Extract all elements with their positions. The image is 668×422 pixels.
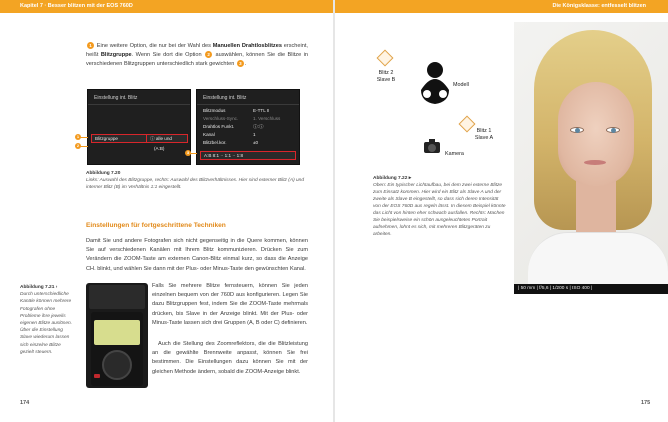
paragraph-groups: Falls Sie mehrere Blitze fernsteuern, können Sie jeden einzelnen bequem von der 760D aus konfigurieren. Legen Sie dazu Blitzgruppen fest, indem Sie die ZOOM-Taste mehrmals drücken, bis Slave in der Anzeige blinkt. Mit der Plus- oder Minus-Taste lassen sich drei Gruppen (A, B oder C) definieren. (152, 283, 308, 326)
label-slave-a: Blitz 1 Slave A (474, 128, 494, 141)
screen-right-row-value: 1. Verschluss (253, 116, 281, 121)
callout-line-1 (80, 137, 88, 138)
camera-icon (423, 138, 441, 154)
marker-1: 1 (87, 42, 94, 49)
figure-7-21-caption: Abbildung 7.21 › Durch unterschiedliche Kanäle können mehrere Fotografen ohne Probleme ihre jeweils eigenen Blitze auslösen. Über die Einstellung Slave wiederum lassen sich einzelne Blitze gezielt steuern. (20, 285, 73, 355)
screen-right-row-value: E-TTL II (253, 108, 270, 113)
screen-divider (88, 104, 190, 105)
paragraph-zoom: Auch die Stellung des Zoomreflektors, die die Blitzleistung an die gewählte Brennweite anpasst, können Sie frei bestimmen. Die Einstellungen dazu können Sie mit der gleichen Methode ändern, sobald die ZOOM-Anzeige blinkt. (152, 341, 308, 375)
screen-right-row-label: Drahtlos Funkt. (203, 124, 235, 129)
model-icon (417, 60, 453, 106)
label-slave-b: Blitz 2 Slave B (376, 70, 396, 83)
screen-left-title: Einstellung int. Blitz (94, 95, 138, 101)
screen-right-row-value: ±0 (253, 140, 259, 145)
callout-line-3 (190, 153, 197, 154)
caption-title: Abbildung 7.20 (86, 171, 121, 176)
right-page-number: 175 (641, 400, 651, 406)
figure-7-22-caption: Abbildung 7.22 ▸ Oben: Ein typischer Lichtaufbau, bei dem zwei externe Blitze zum Einsatz kommen. Hier wird ein Blitz als Slave A und der zweite als Slave B eingestellt, so dass sich deren Intensität von der EOS 760D aus regeln lässt. In diesem Beispiel könnte das Licht von hinten eher schwach ausfallen. Rechts: Machen Sie beispielsweise ein schön ausgeleuchtetes Portrait aufnehmen, lohnt es sich, mit mehreren Blitzgeräten zu arbeiten. (373, 176, 506, 237)
callout-2: 2 (76, 143, 80, 148)
portrait-eye-right (606, 127, 620, 133)
flash-control-dial (102, 350, 132, 380)
screen-right-row-value: 1 (253, 132, 256, 137)
paragraph-channels: Damit Sie und andere Fotografen sich nicht gegenseitig in die Quere kommen, können Sie auf verschiedenen Kanälen mit Ihrem Blitz kommunizieren. Drücken Sie zum Verändern die ZOOM-Taste am externen Canon-Blitz einmal kurz, so dass die Anzeige CH. blinkt, und wählen Sie dann mit der Plus- oder Minus-Taste den gewünschten Kanal. (86, 238, 308, 272)
section-heading: Einstellungen für fortgeschrittene Techniken (86, 222, 226, 229)
label-camera: Kamera (445, 151, 464, 157)
camera-screen-left (87, 89, 191, 165)
portrait-face (558, 82, 634, 186)
screen-left-row-label: Blitzgruppe (95, 136, 118, 141)
speedlite-photo (86, 283, 148, 388)
screen-right-row-label: Blitzmodus (203, 108, 226, 113)
screen-right-row-label: Kanal (203, 132, 215, 137)
portrait-mouth (584, 160, 606, 165)
flash-indicator (94, 374, 100, 378)
screen-divider (197, 104, 299, 105)
screen-left-option-selected: ⓘ alle und (146, 134, 188, 143)
lighting-diagram (373, 48, 493, 173)
left-page (0, 0, 333, 422)
flash-lcd-display (94, 320, 140, 345)
left-page-number: 174 (20, 400, 30, 406)
left-running-header: Kapitel 7 · Besser blitzen mit der EOS 760D (0, 0, 333, 13)
screen-right-ratio-row (200, 151, 296, 160)
screen-right-row-value: ⓘ:ⓘ (253, 124, 264, 129)
callout-1: 1 (76, 134, 80, 139)
portrait-eye-left (570, 127, 584, 133)
screen-right-row-label: Verschluss-Sync. (203, 116, 239, 121)
screen-right-ratio: A:B 8:1 ·· 1:1 ·· 1:8 (204, 153, 244, 158)
marker-2: 2 (205, 51, 212, 58)
screen-right-title: Einstellung int. Blitz (203, 95, 247, 101)
flash-head (89, 285, 145, 309)
exif-bar: | 50 mm | f/5,6 | 1/200 s | ISO 400 | (514, 284, 668, 294)
flash-b-icon (377, 50, 394, 67)
portrait-neck (576, 180, 616, 240)
camera-screen-right (196, 89, 300, 165)
marker-3: 3 (237, 60, 244, 67)
portrait-photo (514, 22, 668, 294)
callout-line-2 (80, 146, 88, 147)
screen-left-option-ab: (A:B) (154, 146, 165, 151)
screen-right-row-label: Blitzbel.kor. (203, 140, 227, 145)
callout-3: 3 (186, 150, 190, 155)
intro-paragraph: 1 Eine weitere Option, die nur bei der Wahl des Manuellen Drahtlosblitzes erscheint, heißt Blitzgruppe. Wenn Sie dort die Option 2 auswählen, können Sie die Blitze in verschiedenen Blitzgruppen unterschiedlich stark gewichten 3 . (86, 43, 308, 68)
right-running-header: Die Königsklasse: entfesselt blitzen (335, 0, 668, 13)
label-model: Modell (453, 82, 469, 88)
figure-7-20-caption: Abbildung 7.20 Links: Auswahl des Blitzgruppe, rechts: Auswahl des Blitzverhältnisses. Hier sind externer Blitz (A) und interner Blitz (B) im Verhältnis 1:1 eingestellt. (86, 171, 304, 190)
